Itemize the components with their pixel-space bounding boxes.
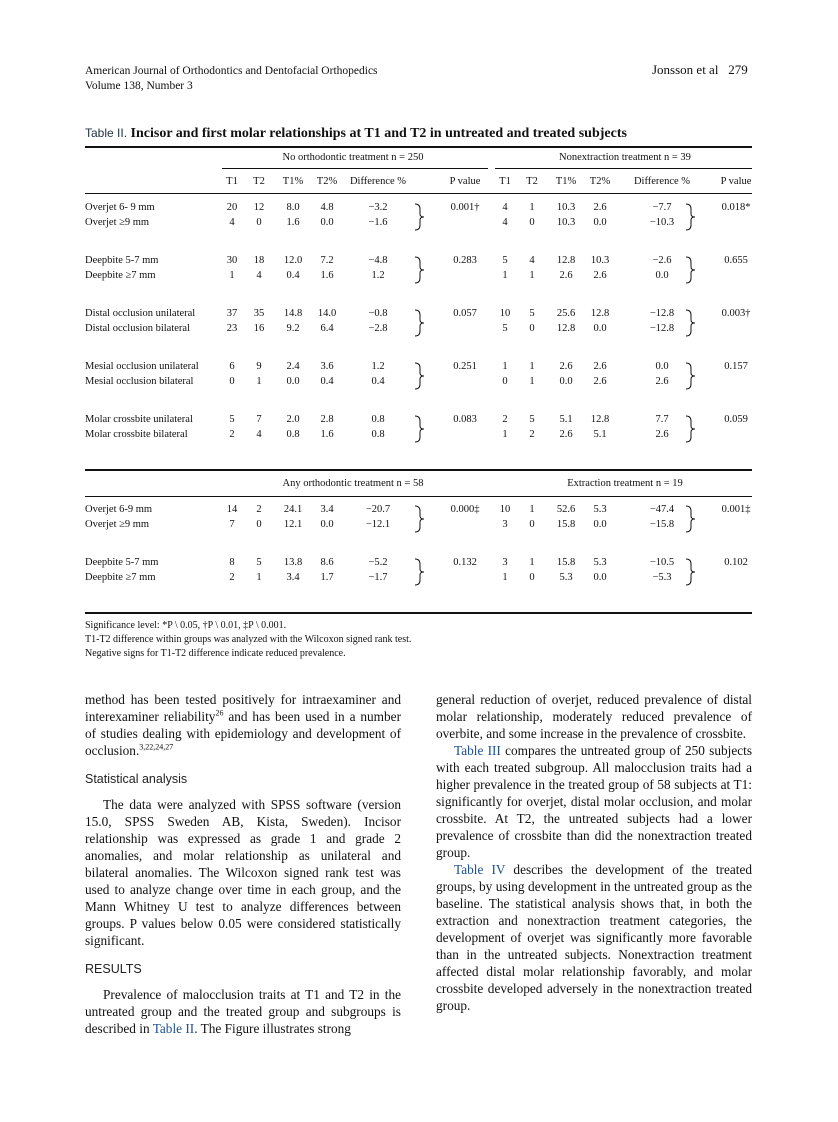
table-cell: 0.0 xyxy=(559,376,573,387)
table-cell: 2 xyxy=(502,414,508,425)
table-cell: −0.8 xyxy=(368,308,388,319)
p-value: 0.059 xyxy=(724,414,748,425)
table-link[interactable]: Table II xyxy=(152,1021,195,1036)
table-cell: 2.6 xyxy=(559,361,573,372)
page-number: 279 xyxy=(728,62,748,77)
table-cell: 1.2 xyxy=(371,270,385,281)
table-cell: 7.7 xyxy=(655,414,669,425)
section-heading: Statistical analysis xyxy=(85,772,188,786)
journal-header xyxy=(85,64,378,94)
table-cell: 14.8 xyxy=(283,308,303,319)
table-cell: 2.6 xyxy=(593,376,607,387)
paragraph: The data were analyzed with SPSS software (version 15.0, SPSS Sweden AB, Kista, Sweden). Incisor relationship was expressed as grade 1 and grade 2 anomalies, and molar relationship as unilateral and bilateral anomalies. The Wilcoxon signed rank test was used to analyze change over time in each group, and the Mann Whitney U test to analyze differences between groups. P values below 0.05 were considered statistically significant. xyxy=(85,797,401,948)
table-cell: 5.1 xyxy=(593,429,607,440)
row-label: Molar crossbite bilateral xyxy=(85,429,188,440)
table-cell: 1 xyxy=(256,376,262,387)
table-cell: 0.4 xyxy=(286,270,300,281)
header-rule xyxy=(85,496,752,497)
paragraph: Table IV describes the development of the treated groups, by using development in the untreated group as the baseline. The statistical analysis shows that, in both the extraction and nonextraction treatment categories, the development of overjet was significantly more favorable than in the untreated subjects. Nonextraction treatment affected distal molar relationship favorably, and molar crossbite developed adversely in the nonextraction treated group. xyxy=(436,862,752,1013)
row-label: Molar crossbite unilateral xyxy=(85,414,193,425)
table-cell: −20.7 xyxy=(365,504,391,515)
table-cell: −2.6 xyxy=(652,255,672,266)
row-label: Mesial occlusion unilateral xyxy=(85,361,199,372)
table-cell: 1 xyxy=(529,504,535,515)
column-header: T1% xyxy=(282,176,304,187)
table-cell: 10.3 xyxy=(556,202,576,213)
table-cell: 10.3 xyxy=(556,217,576,228)
p-value: 0.283 xyxy=(453,255,477,266)
p-value: 0.655 xyxy=(724,255,748,266)
table-cell: 4 xyxy=(229,217,235,228)
table-cell: 15.8 xyxy=(556,557,576,568)
table-note-sign: Negative signs for T1-T2 difference indicate reduced prevalence. xyxy=(85,648,346,659)
table-cell: 5 xyxy=(529,414,535,425)
table-cell: 1 xyxy=(502,270,508,281)
p-value: 0.001† xyxy=(450,202,480,213)
table-cell: 1 xyxy=(529,202,535,213)
table-cell: 18 xyxy=(253,255,265,266)
table-caption xyxy=(85,126,627,142)
group-header-left: No orthodontic treatment n = 250 xyxy=(282,152,424,163)
table-cell: −12.8 xyxy=(649,308,675,319)
table-cell: 2 xyxy=(256,504,262,515)
row-label: Distal occlusion unilateral xyxy=(85,308,196,319)
table-cell: 14.0 xyxy=(317,308,337,319)
table-cell: 5 xyxy=(256,557,262,568)
table-cell: 4 xyxy=(502,202,508,213)
table-cell: −15.8 xyxy=(649,519,675,530)
table-cell: 0.0 xyxy=(320,519,334,530)
row-label: Distal occlusion bilateral xyxy=(85,323,190,334)
brace-icon xyxy=(414,256,424,284)
table-cell: 24.1 xyxy=(283,504,303,515)
table-cell: 10 xyxy=(499,504,511,515)
table-cell: 23 xyxy=(226,323,238,334)
table-cell: 10 xyxy=(499,308,511,319)
table-cell: 12.8 xyxy=(590,308,610,319)
table-cell: 0 xyxy=(256,217,262,228)
p-value: 0.003† xyxy=(721,308,751,319)
table-cell: 4 xyxy=(256,270,262,281)
column-header: P value xyxy=(449,176,481,187)
brace-icon xyxy=(685,558,695,586)
table-cell: 5.1 xyxy=(559,414,573,425)
table-cell: 0.4 xyxy=(320,376,334,387)
brace-icon xyxy=(685,203,695,231)
table-link[interactable]: Table III xyxy=(454,743,501,758)
column-header: T1 xyxy=(499,176,511,187)
brace-icon xyxy=(685,505,695,533)
left-column xyxy=(85,691,401,1037)
table-cell: 0.0 xyxy=(286,376,300,387)
table-cell: 1 xyxy=(529,361,535,372)
p-value: 0.251 xyxy=(453,361,477,372)
table-cell: −7.7 xyxy=(652,202,672,213)
row-label: Overjet 6-9 mm xyxy=(85,504,153,515)
table-cell: 2.4 xyxy=(286,361,300,372)
table-cell: 0.8 xyxy=(371,429,385,440)
table-title: Incisor and first molar relationships at T1 and T2 in untreated and treated subjects xyxy=(130,126,627,141)
table-cell: 0 xyxy=(256,519,262,530)
table-cell: 3.6 xyxy=(320,361,334,372)
table-cell: 2.6 xyxy=(593,361,607,372)
author-page xyxy=(652,62,748,78)
table-cell: 16 xyxy=(253,323,265,334)
p-value: 0.083 xyxy=(453,414,477,425)
table-cell: 5.3 xyxy=(559,572,573,583)
table-cell: 4 xyxy=(502,217,508,228)
table-cell: 0.0 xyxy=(593,217,607,228)
paragraph: Prevalence of malocclusion traits at T1 and T2 in the untreated group and the treated group and subgroups is described in Table II. The Figure illustrates strong xyxy=(85,987,401,1036)
table-cell: −5.3 xyxy=(652,572,672,583)
journal-volume: Volume 138, Number 3 xyxy=(85,80,193,92)
table-cell: 8.0 xyxy=(286,202,300,213)
brace-icon xyxy=(414,362,424,390)
table-cell: 0 xyxy=(529,323,535,334)
table-cell: −10.5 xyxy=(649,557,675,568)
table-cell: 5 xyxy=(229,414,235,425)
table-cell: −3.2 xyxy=(368,202,388,213)
table-cell: 9 xyxy=(256,361,262,372)
column-header: Difference % xyxy=(349,176,407,187)
p-value: 0.157 xyxy=(724,361,748,372)
table-cell: 52.6 xyxy=(556,504,576,515)
p-value: 0.132 xyxy=(453,557,477,568)
table-cell: −1.6 xyxy=(368,217,388,228)
table-cell: 4.8 xyxy=(320,202,334,213)
table-cell: 12 xyxy=(253,202,265,213)
brace-icon xyxy=(685,362,695,390)
table-cell: 1.6 xyxy=(320,429,334,440)
row-label: Overjet ≥9 mm xyxy=(85,217,150,228)
table-cell: 0 xyxy=(529,217,535,228)
table-cell: 12.0 xyxy=(283,255,303,266)
table-cell: 1 xyxy=(502,572,508,583)
row-label: Overjet ≥9 mm xyxy=(85,519,150,530)
column-header: T2% xyxy=(316,176,338,187)
table-cell: −47.4 xyxy=(649,504,675,515)
table-cell: 7.2 xyxy=(320,255,334,266)
brace-icon xyxy=(414,203,424,231)
table-cell: 35 xyxy=(253,308,265,319)
section-heading: RESULTS xyxy=(85,962,142,976)
table-cell: 1 xyxy=(529,376,535,387)
table-cell: 5 xyxy=(502,255,508,266)
brace-icon xyxy=(414,309,424,337)
table-cell: 0.8 xyxy=(371,414,385,425)
table-cell: 3 xyxy=(502,519,508,530)
table-label: Table II. xyxy=(85,126,128,140)
brace-icon xyxy=(414,415,424,443)
table-cell: 0.0 xyxy=(655,361,669,372)
table-cell: 2 xyxy=(229,572,235,583)
table-cell: 1.7 xyxy=(320,572,334,583)
table-cell: 12.8 xyxy=(590,414,610,425)
table-cell: 0.8 xyxy=(286,429,300,440)
table-cell: 14 xyxy=(226,504,238,515)
authors: Jonsson et al xyxy=(652,62,719,77)
table-cell: 2 xyxy=(529,429,535,440)
p-value: 0.018* xyxy=(721,202,751,213)
citation[interactable]: 3,22,24,27 xyxy=(139,742,174,752)
table-cell: 25.6 xyxy=(556,308,576,319)
group-header-left: Any orthodontic treatment n = 58 xyxy=(282,478,424,489)
table-cell: 30 xyxy=(226,255,238,266)
table-cell: −1.7 xyxy=(368,572,388,583)
table-cell: 0.0 xyxy=(320,217,334,228)
mid-rule xyxy=(85,469,752,471)
table-cell: 6 xyxy=(229,361,235,372)
table-cell: 0 xyxy=(502,376,508,387)
header-rule xyxy=(85,193,752,194)
column-header: T2 xyxy=(526,176,538,187)
table-top-rule xyxy=(85,146,752,148)
table-cell: 5 xyxy=(529,308,535,319)
table-cell: 2.6 xyxy=(655,376,669,387)
column-header: T2 xyxy=(253,176,265,187)
table-note-significance: Significance level: *P \ 0.05, †P \ 0.01, ‡P \ 0.001. xyxy=(85,620,287,631)
brace-icon xyxy=(414,505,424,533)
table-cell: 15.8 xyxy=(556,519,576,530)
column-header: T1 xyxy=(226,176,238,187)
table-cell: 1 xyxy=(502,361,508,372)
table-note-test: T1-T2 difference within groups was analyzed with the Wilcoxon signed rank test. xyxy=(85,634,412,645)
column-header: T1% xyxy=(555,176,577,187)
brace-icon xyxy=(685,256,695,284)
p-value: 0.102 xyxy=(724,557,748,568)
table-cell: 2.8 xyxy=(320,414,334,425)
table-cell: 9.2 xyxy=(286,323,300,334)
column-header: T2% xyxy=(589,176,611,187)
row-label: Mesial occlusion bilateral xyxy=(85,376,194,387)
table-cell: 12.1 xyxy=(283,519,303,530)
table-cell: 2.6 xyxy=(593,270,607,281)
table-cell: 0.0 xyxy=(593,519,607,530)
table-cell: 10.3 xyxy=(590,255,610,266)
table-bottom-rule xyxy=(85,612,752,614)
table-cell: 1.6 xyxy=(320,270,334,281)
table-cell: 0.0 xyxy=(655,270,669,281)
table-cell: 3 xyxy=(502,557,508,568)
table-cell: 5.3 xyxy=(593,557,607,568)
table-cell: 20 xyxy=(226,202,238,213)
table-cell: −5.2 xyxy=(368,557,388,568)
paragraph: general reduction of overjet, reduced prevalence of distal molar relationship, moderately reduced prevalence of overbite, and some increase in the prevalence of crossbite. xyxy=(436,692,752,741)
table-cell: 2 xyxy=(229,429,235,440)
paragraph: Table III compares the untreated group of 250 subjects with each treated subgroup. All malocclusion traits had a higher prevalence in the treated group of 58 subjects at T1: significantly for overjet, distal molar occlusion, and molar crossbite. At T2, the untreated subjects had a lower prevalence of crossbite than did the nonextraction treated group. xyxy=(436,743,753,860)
table-cell: −10.3 xyxy=(649,217,675,228)
table-cell: 12.8 xyxy=(556,255,576,266)
paragraph: method has been tested positively for intraexaminer and interexaminer reliability$^{26}$ and has been used in a number of studies dealing with epidemiology and development of occlusion.$^{3,22,24,27}$ xyxy=(85,692,401,758)
table-link[interactable]: Table IV xyxy=(454,862,506,877)
table-cell: 4 xyxy=(529,255,535,266)
table-cell: 1.2 xyxy=(371,361,385,372)
table-cell: 1 xyxy=(529,270,535,281)
group-header-right: Nonextraction treatment n = 39 xyxy=(559,152,691,163)
table-cell: −12.1 xyxy=(365,519,391,530)
table-cell: 2.6 xyxy=(559,270,573,281)
table-cell: 3.4 xyxy=(286,572,300,583)
table-cell: 5.3 xyxy=(593,504,607,515)
table-cell: 2.6 xyxy=(559,429,573,440)
table-cell: 0.0 xyxy=(593,572,607,583)
group-header-right: Extraction treatment n = 19 xyxy=(567,478,683,489)
row-label: Deepbite ≥7 mm xyxy=(85,572,156,583)
row-label: Overjet 6- 9 mm xyxy=(85,202,155,213)
table-cell: −2.8 xyxy=(368,323,388,334)
p-value: 0.057 xyxy=(453,308,477,319)
table-cell: 12.8 xyxy=(556,323,576,334)
table-cell: 7 xyxy=(229,519,235,530)
brace-icon xyxy=(685,309,695,337)
table-cell: 13.8 xyxy=(283,557,303,568)
row-label: Deepbite 5-7 mm xyxy=(85,557,159,568)
column-header: P value xyxy=(720,176,752,187)
group-underline xyxy=(222,168,488,169)
table-cell: 4 xyxy=(256,429,262,440)
table-cell: 0.4 xyxy=(371,376,385,387)
table-cell: 37 xyxy=(226,308,238,319)
citation[interactable]: 26 xyxy=(215,708,224,718)
right-column xyxy=(436,691,752,1014)
group-underline xyxy=(495,168,752,169)
table-cell: 8 xyxy=(229,557,235,568)
row-label: Deepbite ≥7 mm xyxy=(85,270,156,281)
table-cell: 8.6 xyxy=(320,557,334,568)
table-cell: 2.6 xyxy=(593,202,607,213)
table-cell: 1.6 xyxy=(286,217,300,228)
table-cell: 1 xyxy=(502,429,508,440)
table-cell: 3.4 xyxy=(320,504,334,515)
table-cell: 2.0 xyxy=(286,414,300,425)
journal-title: American Journal of Orthodontics and Dentofacial Orthopedics xyxy=(85,65,378,77)
brace-icon xyxy=(414,558,424,586)
column-header: Difference % xyxy=(633,176,691,187)
table-cell: 2.6 xyxy=(655,429,669,440)
table-cell: 0 xyxy=(529,519,535,530)
table-cell: 1 xyxy=(229,270,235,281)
table-cell: 0.0 xyxy=(593,323,607,334)
table-cell: 6.4 xyxy=(320,323,334,334)
table-cell: 1 xyxy=(256,572,262,583)
table-cell: 1 xyxy=(529,557,535,568)
p-value: 0.001‡ xyxy=(721,504,751,515)
table-cell: 0 xyxy=(529,572,535,583)
table-cell: 7 xyxy=(256,414,262,425)
table-cell: 0 xyxy=(229,376,235,387)
p-value: 0.000‡ xyxy=(450,504,480,515)
brace-icon xyxy=(685,415,695,443)
table-cell: −4.8 xyxy=(368,255,388,266)
row-label: Deepbite 5-7 mm xyxy=(85,255,159,266)
table-cell: 5 xyxy=(502,323,508,334)
table-cell: −12.8 xyxy=(649,323,675,334)
